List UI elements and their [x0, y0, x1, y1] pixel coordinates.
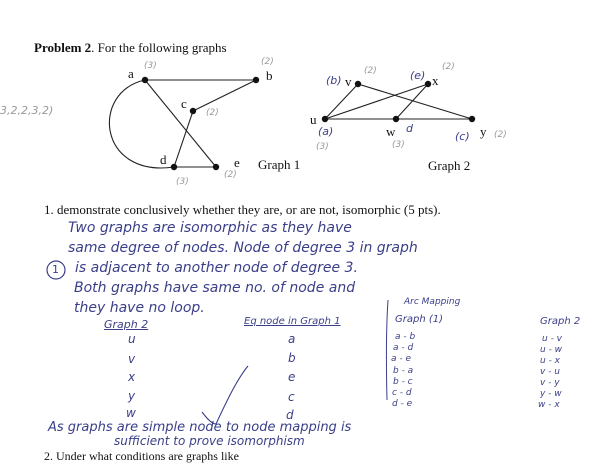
graph2-degree-y: (2) — [494, 130, 507, 140]
graph2-label-u: u — [310, 112, 317, 127]
table-divider-line — [386, 300, 388, 400]
arc-g1-3: b - a — [393, 366, 414, 376]
graph2-map-v: (b) — [326, 74, 342, 87]
arc-graph1-heading: Graph (1) — [395, 314, 444, 325]
graph1-node-c — [190, 108, 196, 114]
question-text: demonstrate conclusively whether they are, or are not, isomorphic (5 pts). — [57, 202, 441, 217]
graph1-label-a: a — [128, 66, 134, 81]
graph2-caption: Graph 2 — [428, 158, 471, 173]
mapping-right-4: d — [286, 408, 294, 422]
graph1-degree-b: (2) — [261, 57, 274, 67]
answer-line-4: Both graphs have same no. of node and — [74, 280, 356, 296]
arc-graph2-heading: Graph 2 — [540, 316, 581, 327]
question-1 — [44, 202, 441, 218]
arc-g2-4: v - y — [540, 378, 560, 388]
answer-line-2: same degree of nodes. Node of degree 3 in graph — [68, 240, 418, 256]
graph1-label-c: c — [181, 96, 187, 111]
graph1-side-sequence: 3,2,2,3,2) — [0, 104, 54, 117]
graph1-label-b: b — [266, 68, 273, 83]
problem-intro: . For the following graphs — [91, 40, 227, 55]
mapping-left-2: x — [128, 370, 136, 384]
graph2-degree-u: (3) — [316, 142, 329, 152]
next-question — [44, 449, 239, 464]
graph2-map-y: (c) — [455, 130, 470, 143]
graph1-node-d — [171, 164, 177, 170]
graph2-label-v: v — [345, 74, 352, 89]
answer-line-3: is adjacent to another node of degree 3. — [75, 260, 358, 276]
mapping-right-0: a — [288, 332, 296, 346]
graph1-edge-a-e — [145, 80, 216, 167]
graph1-degree-c: (2) — [206, 108, 219, 118]
graph1-label-e: e — [234, 155, 240, 170]
arc-g2-0: u - v — [542, 334, 562, 344]
footer-line-1: As graphs are simple node to node mapping is — [48, 420, 352, 435]
graph1-node-b — [253, 77, 259, 83]
mapping-right-1: b — [288, 351, 296, 365]
question-number: 1. — [44, 202, 54, 217]
graph1-caption: Graph 1 — [258, 157, 301, 172]
mapping-left-4: w — [126, 406, 136, 420]
graph2-map-x: (e) — [410, 69, 426, 82]
arc-g2-5: y - w — [540, 389, 562, 399]
footer-line-2: sufficient to prove isomorphism — [114, 434, 305, 448]
arc-g1-4: b - c — [393, 377, 413, 387]
graph2-degree-v: (2) — [364, 66, 377, 76]
mapping-right-2: e — [288, 370, 296, 384]
mapping-left-3: y — [128, 389, 136, 403]
graph1-node-a — [142, 77, 148, 83]
arc-g1-5: c - d — [392, 388, 412, 398]
next-question-number: 2. — [44, 449, 53, 463]
mapping-right-3: c — [288, 390, 295, 404]
graph2-label-w: w — [386, 124, 396, 139]
graph1-degree-e: (2) — [224, 170, 237, 180]
graph1-node-e — [213, 164, 219, 170]
mapping-graph2-heading: Graph 2 — [104, 318, 149, 331]
graph2-label-x: x — [432, 73, 439, 88]
arc-g2-6: w - x — [538, 400, 560, 410]
next-question-text: Under what conditions are graphs like — [56, 449, 239, 463]
graph2-label-y: y — [480, 124, 487, 139]
graph2-node-y — [469, 116, 475, 122]
arc-g1-1: a - d — [393, 343, 414, 353]
graph1-label-d: d — [160, 152, 167, 167]
graph1-degree-a: (3) — [144, 61, 157, 71]
circled-mark: 1 — [52, 263, 59, 276]
graph2-map-u: (a) — [318, 125, 334, 138]
graph2-degree-w: (3) — [392, 140, 405, 150]
arc-g2-2: u - x — [540, 356, 560, 366]
arc-mapping-heading: Arc Mapping — [404, 297, 461, 307]
arc-g1-6: d - e — [392, 399, 413, 409]
graph2-map-w: d — [406, 122, 413, 135]
mapping-left-0: u — [128, 332, 136, 346]
graph2-node-v — [355, 81, 361, 87]
arc-g2-1: u - w — [540, 345, 563, 355]
answer-line-1: Two graphs are isomorphic as they have — [68, 220, 352, 236]
arc-g1-0: a - b — [395, 332, 416, 342]
arc-g1-2: a - e — [391, 354, 412, 364]
mapping-left-1: v — [128, 352, 136, 366]
graph2-node-u — [322, 116, 328, 122]
graph2-node-x — [425, 81, 431, 87]
answer-line-5: they have no loop. — [74, 300, 205, 316]
graph2-node-w — [393, 116, 399, 122]
graph2-degree-x: (2) — [442, 62, 455, 72]
mapping-eq-heading: Eq node in Graph 1 — [244, 316, 341, 327]
arc-g2-3: v - u — [540, 367, 560, 377]
graph1-degree-d: (3) — [176, 177, 189, 187]
check-mark-stroke — [202, 366, 248, 424]
problem-title: Problem 2 — [34, 40, 92, 55]
graph1-edge-b-c — [193, 80, 256, 111]
